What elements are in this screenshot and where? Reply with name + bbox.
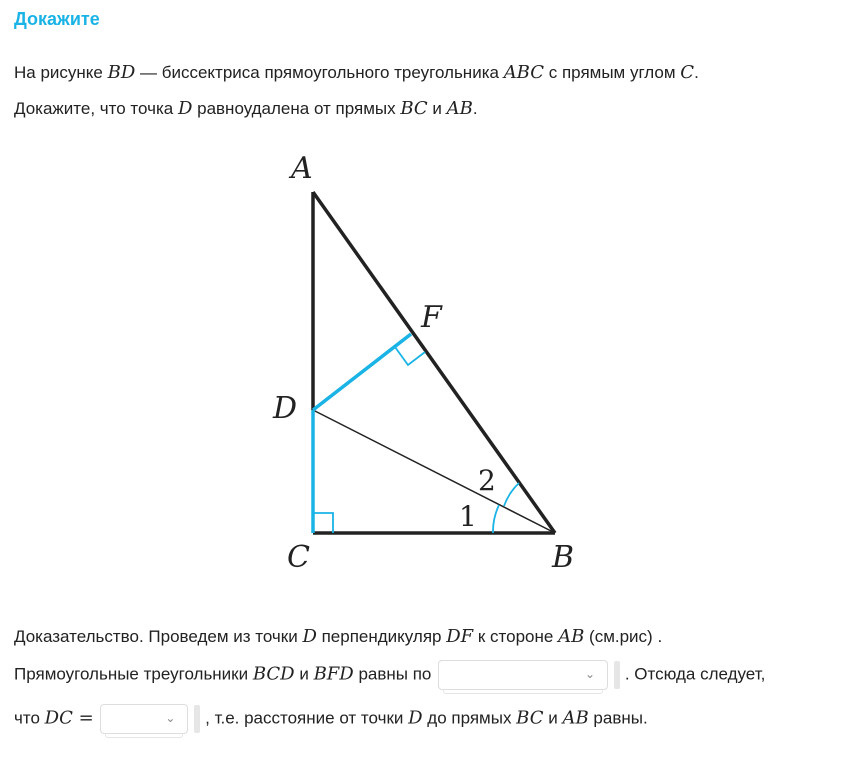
text: — биссектриса прямоугольного треугольника (135, 63, 504, 82)
segment-df (313, 334, 411, 410)
label-angle-1: 1 (459, 500, 477, 533)
statement-line-2 (14, 98, 478, 119)
math: BC (516, 707, 544, 729)
text: Докажите, что точка (14, 99, 178, 118)
math: BFD (313, 663, 354, 685)
text: и (543, 708, 563, 728)
math: AB (562, 707, 589, 729)
text: . (694, 63, 699, 82)
bisector-bd (313, 410, 555, 533)
proof-line-2 (14, 660, 765, 690)
text: Доказательство. Проведем из точки (14, 627, 303, 646)
text: (см.рис) . (584, 627, 663, 646)
chevron-down-icon: ⌄ (585, 667, 596, 681)
text: . (472, 99, 478, 118)
side-ab (313, 192, 555, 533)
equal-segment-select[interactable] (100, 704, 188, 734)
select-handle (194, 705, 200, 733)
select-shadow (105, 733, 183, 738)
select-shadow (443, 689, 603, 694)
label-c: C (287, 540, 310, 575)
label-a: A (291, 151, 313, 186)
text: , т.е. расстояние от точки (205, 708, 409, 728)
statement-line-1 (14, 62, 699, 83)
right-angle-f-mark (395, 347, 425, 365)
math: BC (400, 98, 428, 119)
triangle-figure (250, 140, 610, 580)
proof-line-3 (14, 704, 648, 734)
criterion-select[interactable] (438, 660, 608, 690)
label-angle-2: 2 (478, 464, 496, 497)
chevron-down-icon: ⌄ (165, 711, 176, 725)
math: D (177, 98, 193, 119)
text: . Отсюда следует, (624, 664, 766, 684)
text: до прямых (422, 708, 517, 728)
math: BCD (252, 663, 295, 685)
text: и (427, 99, 447, 118)
label-f: F (421, 300, 442, 335)
text: что (14, 708, 45, 728)
math: AB (446, 98, 473, 119)
text: На рисунке (14, 63, 108, 82)
math: C (680, 62, 695, 83)
math: DF (446, 626, 474, 647)
angle-2-arc (504, 483, 519, 506)
task-title: Докажите (14, 9, 100, 29)
label-d: D (273, 391, 298, 426)
label-b: B (552, 540, 575, 575)
math: BD (107, 62, 136, 83)
text: равны по (353, 664, 437, 684)
math: ABC (503, 62, 545, 83)
text: к стороне (473, 627, 559, 646)
text: Прямоугольные треугольники (14, 664, 253, 684)
math: D (302, 626, 317, 647)
math: D (408, 707, 423, 729)
angle-1-arc (493, 505, 499, 533)
math: DC = (44, 707, 94, 729)
text: равны. (588, 708, 648, 728)
select-handle (614, 661, 620, 689)
text: и (294, 664, 314, 684)
proof-line-1 (14, 626, 662, 647)
right-angle-c-mark (313, 513, 333, 533)
text: равноудалена от прямых (192, 99, 401, 118)
text: перпендикуляр (316, 627, 447, 646)
text: с прямым углом (544, 63, 681, 82)
math: AB (558, 626, 585, 647)
